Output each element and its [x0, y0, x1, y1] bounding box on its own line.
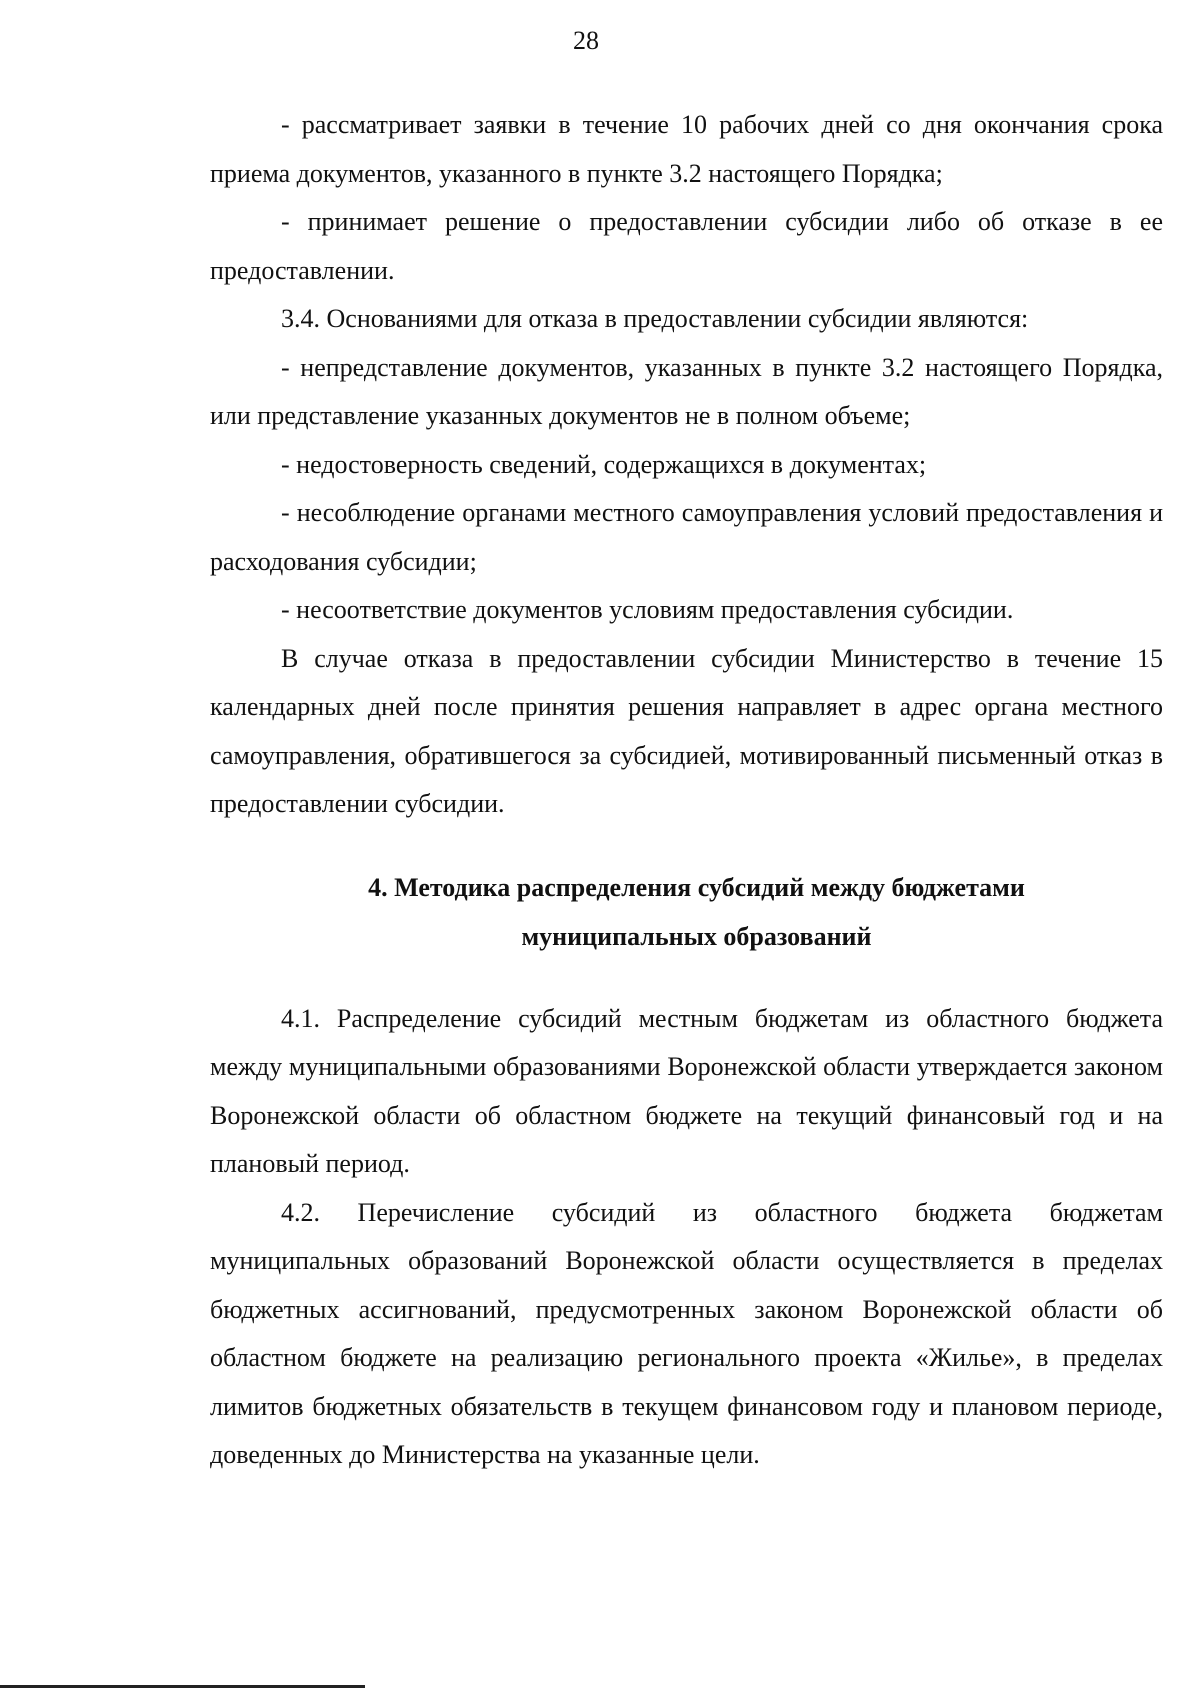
paragraph-unreliable-info: - недостоверность сведений, содержащихся в документах;	[281, 449, 927, 479]
section-heading-line-2: муниципальных образований	[521, 921, 872, 951]
paragraph-3-4-grounds: 3.4. Основаниями для отказа в предоставлении субсидии являются:	[281, 304, 1029, 333]
section-heading	[210, 863, 1163, 961]
page-number: 28	[573, 26, 599, 55]
paragraph-4-1-distribution: 4.1. Распределение субсидий местным бюджетам из областного бюджета между муниципальными образованиями Воронежской области утверждается законом Воронежской области об областном бюджете на текущий финансовый год и на плановый период.	[210, 1003, 1163, 1178]
paragraph-review-applications: - рассматривает заявки в течение 10 рабочих дней со дня окончания срока приема документов, указанного в пункте 3.2 настоящего Порядка;	[210, 110, 1163, 188]
paragraph-4-2-transfer: 4.2. Перечисление субсидий из областного бюджета бюджетам муниципальных образований Воронежской области осуществляется в пределах бюджетных ассигнований, предусмотренных законом Воронежской области об областном бюджете на реализацию регионального проекта «Жилье», в пределах лимитов бюджетных обязательств в текущем финансовом году и плановом периоде, доведенных до Министерства на указанные цели.	[210, 1197, 1163, 1469]
section-heading-line-1: 4. Методика распределения субсидий между бюджетами	[368, 872, 1025, 902]
paragraph-mismatch: - несоответствие документов условиям предоставления субсидии.	[281, 595, 1014, 624]
paragraph-non-submission: - непредставление документов, указанных в пункте 3.2 настоящего Порядка, или представление указанных документов не в полном объеме;	[210, 352, 1163, 430]
document-body	[210, 101, 1163, 1480]
paragraph-refusal-notice: В случае отказа в предоставлении субсидии Министерство в течение 15 календарных дней после принятия решения направляет в адрес органа местного самоуправления, обратившегося за субсидией, мотивированный письменный отказ в предоставлении субсидии.	[210, 643, 1163, 818]
paragraph-non-compliance: - несоблюдение органами местного самоуправления условий предоставления и расходования субсидии;	[210, 498, 1163, 576]
paragraph-decision: - принимает решение о предоставлении субсидии либо об отказе в ее предоставлении.	[210, 207, 1163, 285]
